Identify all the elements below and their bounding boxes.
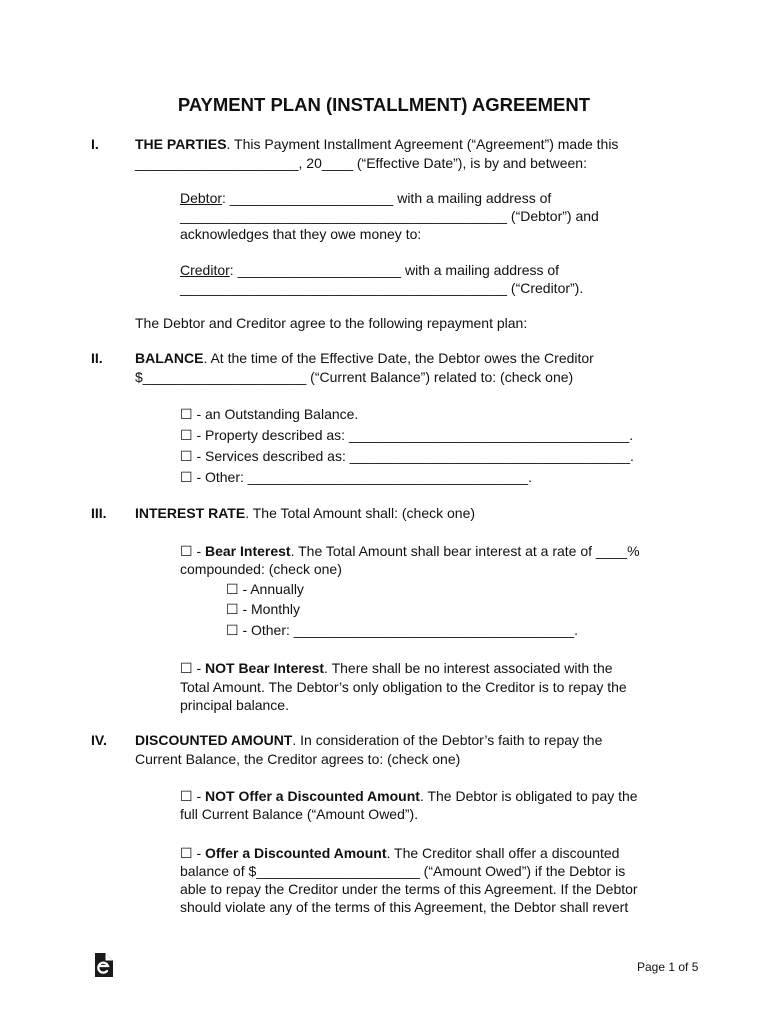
section-4-line-1 (135, 732, 602, 749)
section-4-line-2: Current Balance, the Creditor agrees to: (check one) (135, 751, 461, 767)
section-heading: BALANCE (135, 350, 204, 366)
balance-option[interactable]: ☐ - Services described as: ____________________________________. (180, 448, 634, 464)
eforms-logo-icon (93, 951, 115, 979)
not-bear-interest-line-3: principal balance. (180, 697, 289, 713)
checkbox[interactable]: ☐ - (180, 845, 205, 861)
creditor-line-1 (180, 262, 559, 279)
page-number: Page 1 of 5 (637, 960, 699, 974)
section-number: IV. (91, 732, 107, 748)
checkbox[interactable]: ☐ - (180, 543, 205, 559)
debtor-line-1 (180, 190, 551, 207)
creditor-label: Creditor (180, 262, 230, 278)
section-heading: DISCOUNTED AMOUNT (135, 732, 293, 748)
bear-interest-line-1[interactable] (180, 543, 640, 560)
compound-option[interactable]: ☐ - Monthly (226, 601, 301, 617)
option-heading: NOT Offer a Discounted Amount (205, 788, 420, 804)
balance-option[interactable]: ☐ - an Outstanding Balance. (180, 406, 359, 422)
section-text: . In consideration of the Debtor’s faith to repay the (292, 732, 603, 748)
balance-option[interactable]: ☐ - Property described as: ____________________________________. (180, 427, 634, 443)
not-bear-interest-line-1[interactable] (180, 660, 613, 677)
section-1-line-2: _____________________, 20____ (“Effective Date”), is by and between: (135, 155, 587, 171)
section-number: II. (91, 350, 103, 366)
compound-option[interactable]: ☐ - Other: ____________________________________. (226, 622, 578, 638)
section-text: . This Payment Installment Agreement (“Agreement”) made this (226, 136, 619, 152)
checkbox[interactable]: ☐ - (180, 660, 205, 676)
section-number: I. (91, 136, 99, 152)
agree-line: The Debtor and Creditor agree to the following repayment plan: (135, 315, 528, 331)
option-heading: NOT Bear Interest (205, 660, 325, 676)
option-heading: Offer a Discounted Amount (205, 845, 387, 861)
debtor-text: : _____________________ with a mailing address of (222, 190, 552, 206)
discount-line-3: able to repay the Creditor under the terms of this Agreement. If the Debtor (180, 881, 638, 897)
section-2-line-1 (135, 350, 594, 367)
compound-option[interactable]: ☐ - Annually (226, 581, 304, 597)
discount-line-2: balance of $_____________________ (“Amount Owed”) if the Debtor is (180, 863, 626, 879)
option-text: . There shall be no interest associated with the (324, 660, 613, 676)
bear-interest-line-2: compounded: (check one) (180, 561, 342, 577)
no-discount-line-2: full Current Balance (“Amount Owed”). (180, 806, 419, 822)
section-number: III. (91, 505, 107, 521)
option-heading: Bear Interest (205, 543, 291, 559)
no-discount-line-1[interactable] (180, 788, 638, 805)
balance-option[interactable]: ☐ - Other: ____________________________________. (180, 469, 532, 485)
section-text: . The Total Amount shall: (check one) (245, 505, 476, 521)
option-text: . The Creditor shall offer a discounted (386, 845, 620, 861)
option-text: . The Total Amount shall bear interest at a rate of ____% (290, 543, 640, 559)
debtor-line-2: __________________________________________ (“Debtor”) and (180, 208, 599, 224)
debtor-line-3: acknowledges that they owe money to: (180, 226, 422, 242)
section-heading: INTEREST RATE (135, 505, 246, 521)
section-heading: THE PARTIES (135, 136, 227, 152)
checkbox[interactable]: ☐ - (180, 788, 205, 804)
section-3-line-1 (135, 505, 475, 522)
section-text: . At the time of the Effective Date, the Debtor owes the Creditor (203, 350, 594, 366)
discount-line-1[interactable] (180, 845, 619, 862)
creditor-text: : _____________________ with a mailing address of (229, 262, 560, 278)
debtor-label: Debtor (180, 190, 223, 206)
section-2-line-2: $_____________________ (“Current Balance”) related to: (check one) (135, 369, 574, 385)
creditor-line-2: __________________________________________ (“Creditor”). (180, 280, 584, 296)
document-title: PAYMENT PLAN (INSTALLMENT) AGREEMENT (177, 94, 591, 115)
discount-line-4: should violate any of the terms of this Agreement, the Debtor shall revert (180, 899, 629, 915)
section-1-line-1 (135, 136, 618, 153)
option-text: . The Debtor is obligated to pay the (419, 788, 638, 804)
not-bear-interest-line-2: Total Amount. The Debtor’s only obligation to the Creditor is to repay the (180, 679, 627, 695)
